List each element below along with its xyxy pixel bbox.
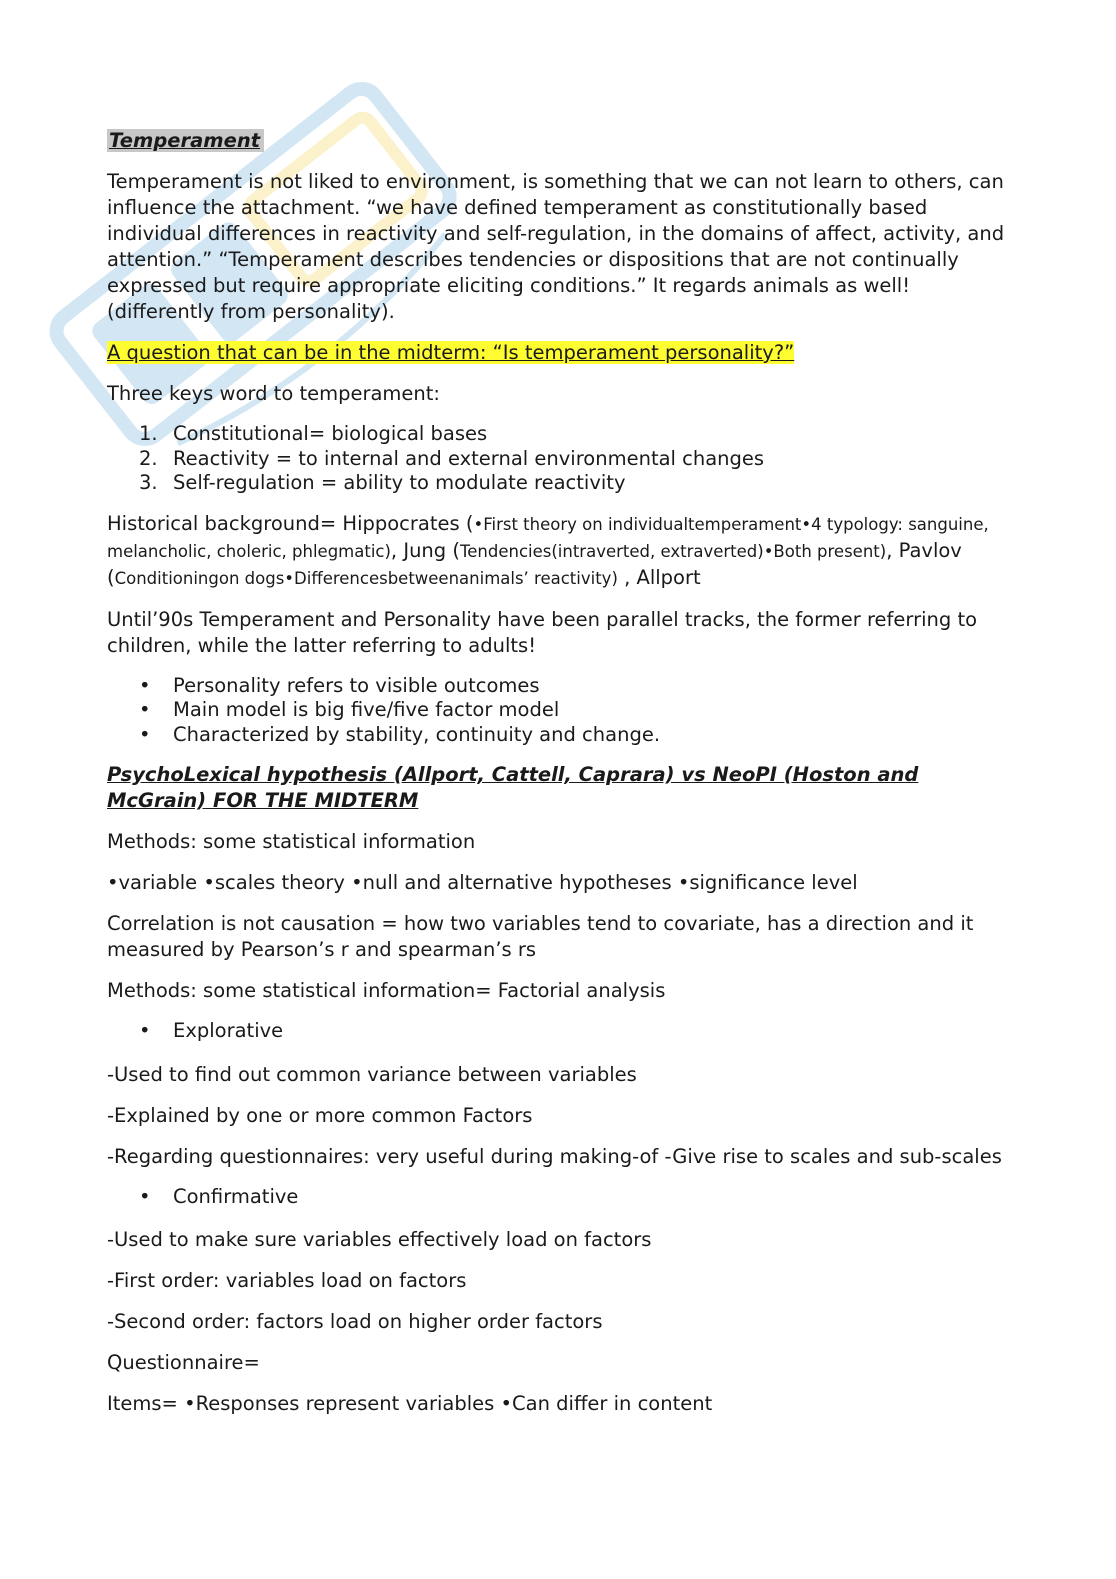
until-90s-paragraph: Until’90s Temperament and Personality have been parallel tracks, the former referring to children, while the latter referring to adults! bbox=[107, 607, 978, 657]
list-item: 3. Self-regulation = ability to modulate reactivity bbox=[139, 471, 626, 494]
confirmative-line: -Second order: factors load on higher order factors bbox=[107, 1310, 603, 1333]
keywords-list bbox=[107, 422, 1007, 496]
historical-background: Historical background= Hippocrates (•First theory on individualtemperament•4 typology: sanguine, melancholic, choleric, phlegmatic), Jung (Tendencies(intraverted, extraverted)•Both present), Pavlov (Conditioningon dogs•Differencesbetweenanimals’ reactivity) , Allport bbox=[107, 511, 989, 589]
page-title: Temperament bbox=[107, 129, 264, 152]
items-line: Items= •Responses represent variables •Can differ in content bbox=[107, 1392, 713, 1415]
keywords-intro: Three keys word to temperament: bbox=[107, 382, 440, 405]
highlighted-text: A question that can be in the midterm: “Is temperament personality?” bbox=[107, 341, 795, 364]
methods-bullets: •variable •scales theory •null and alternative hypotheses •significance level bbox=[107, 871, 858, 894]
section-heading-temperament bbox=[107, 128, 1007, 154]
list-item: • Main model is big five/five factor model bbox=[173, 698, 1007, 723]
explorative-list bbox=[107, 1019, 1007, 1044]
document-page bbox=[107, 128, 1007, 1432]
list-item: • Explorative bbox=[173, 1019, 1007, 1044]
confirmative-line: -Used to make sure variables effectively load on factors bbox=[107, 1228, 652, 1251]
explorative-line: -Used to find out common variance between variables bbox=[107, 1062, 637, 1086]
correlation-paragraph: Correlation is not causation = how two variables tend to covariate, has a direction and it measured by Pearson’s r and spearman’s rs bbox=[107, 912, 974, 961]
explorative-line: -Regarding questionnaires: very useful during making-of -Give rise to scales and sub-scales bbox=[107, 1144, 1002, 1168]
factorial-analysis-paragraph: Methods: some statistical information= Factorial analysis bbox=[107, 979, 666, 1002]
midterm-question bbox=[107, 340, 1007, 366]
methods-paragraph: Methods: some statistical information bbox=[107, 830, 476, 853]
confirmative-line: -First order: variables load on factors bbox=[107, 1269, 467, 1292]
personality-list bbox=[107, 674, 1007, 748]
list-item: • Personality refers to visible outcomes bbox=[173, 674, 1007, 699]
psycholexical-heading: PsychoLexical hypothesis (Allport, Cattell, Caprara) vs NeoPI (Hoston and McGrain) FOR THE MIDTERM bbox=[107, 763, 919, 812]
list-item: • Confirmative bbox=[173, 1185, 1007, 1210]
questionnaire-line: Questionnaire= bbox=[107, 1351, 260, 1374]
list-item: 1. Constitutional= biological bases bbox=[139, 422, 488, 445]
list-item: • Characterized by stability, continuity and change. bbox=[173, 723, 1007, 748]
list-item: 2. Reactivity = to internal and external environmental changes bbox=[139, 446, 765, 470]
intro-paragraph: Temperament is not liked to environment, is something that we can not learn to others, can influence the attachment. “we have defined temperament as constitutionally based individual differences in reactivity and self-regulation, in the domains of affect, activity, and attention.” “Temperament describes tendencies or dispositions that are not continually expressed but require appropriate eliciting conditions.” It regards animals as well! (differently from personality). bbox=[107, 170, 1005, 323]
confirmative-list bbox=[107, 1185, 1007, 1210]
explorative-line: -Explained by one or more common Factors bbox=[107, 1103, 533, 1127]
